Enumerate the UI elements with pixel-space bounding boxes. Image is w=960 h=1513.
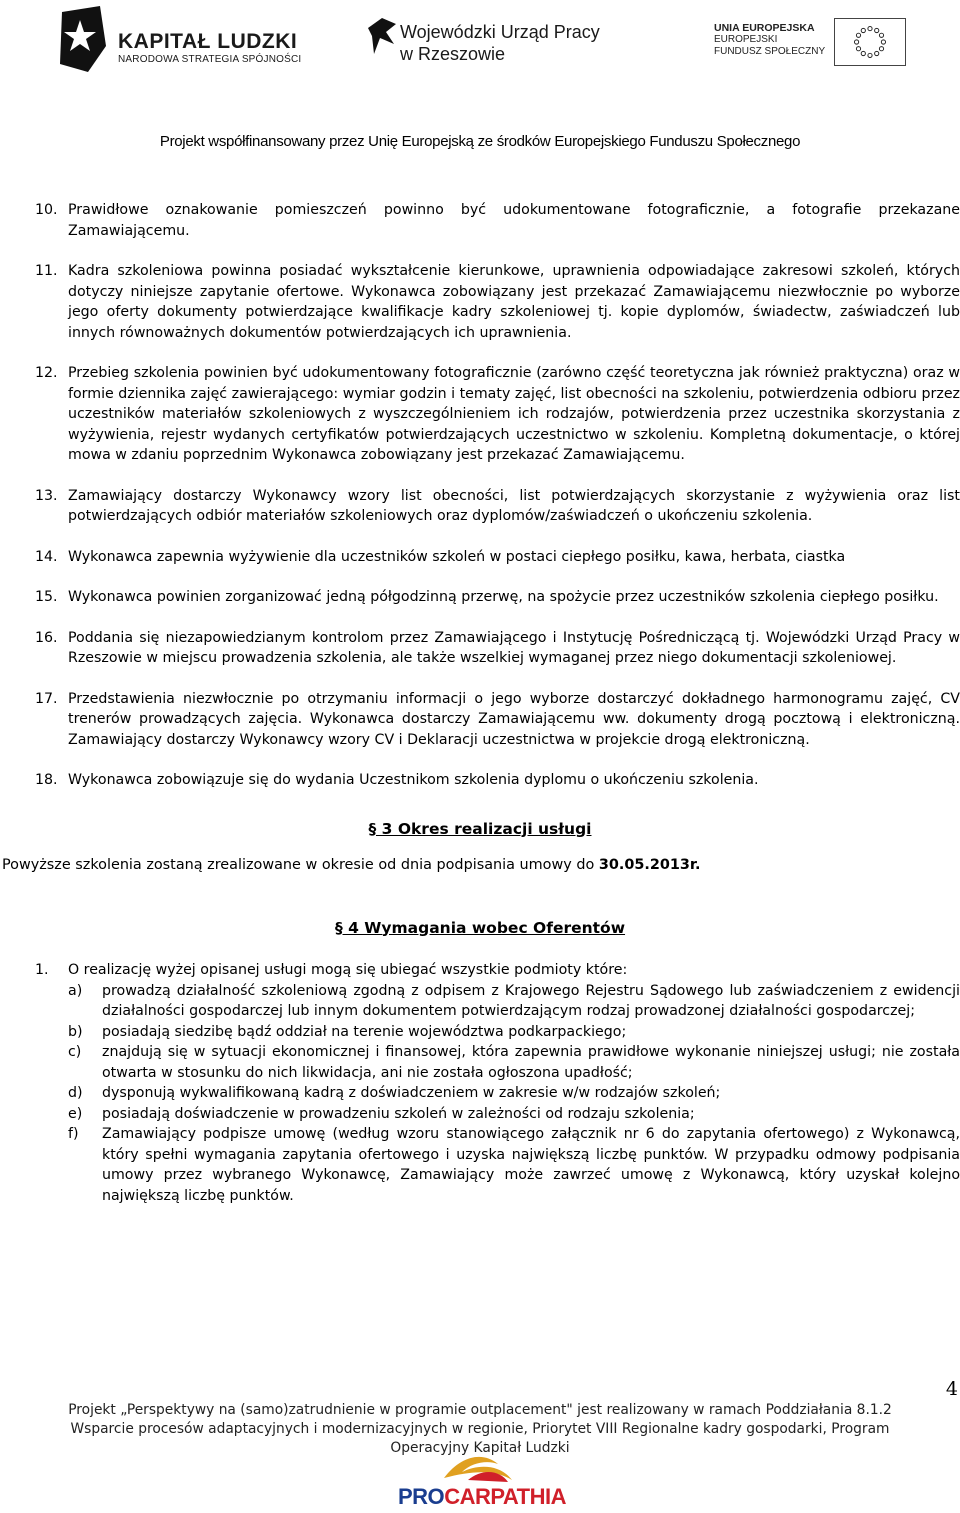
section-3-sentence: Powyższe szkolenia zostaną zrealizowane w okresie od dnia podpisania umowy do [2, 857, 595, 873]
wup-name-line1: Wojewódzki Urząd Pracy [400, 22, 600, 42]
eu-line2: EUROPEJSKI [714, 34, 778, 45]
item-text: Prawidłowe oznakowanie pomieszczeń powinno być udokumentowane fotograficznie, a fotografie przekazane Zamawiającemu. [68, 202, 960, 239]
eu-logo [714, 18, 904, 78]
requirement-text: posiadają doświadczenie w prowadzeniu szkoleń w zależności od rodzaju szkolenia; [102, 1105, 695, 1122]
list-item [0, 770, 960, 791]
requirement-text: znajdują się w sytuacji ekonomicznej i finansowej, która zapewnia prawidłowe wykonanie niniejszej usługi; nie została otwarta w stosunku do nich likwidacja, ani nie została ogłoszona upadłość; [102, 1044, 960, 1081]
item-text: Przebieg szkolenia powinien być udokumentowany fotograficznie (zarówno część teoretyczna jak również praktyczna) oraz w formie dziennika zajęć zawierającego: wymiar godzin i tematy zajęć, list obecności na szkoleniu, potwierdzenia odbioru przez uczestników materiałów szkoleniowych z wyszczególnieniem ich rodzajów, potwierdzenia przez uczestnika skorzystania z wyżywienia, rejestr wydanych certyfikatów potwierdzających uczestnictwo w szkoleniu. Kompletną dokumentacje, o której mowa w zdaniu poprzednim Wykonawca zobowiązany jest przekazać Zamawiającemu. [68, 365, 960, 463]
item-number: 10. [35, 202, 58, 218]
item-text: Zamawiający dostarczy Wykonawcy wzory list obecności, list potwierdzających skorzystanie z wyżywienia oraz list potwierdzających odbiór materiałów szkoleniowych oraz dyplomów/zaświadczeń o ukończeniu szkolenia. [68, 487, 960, 524]
eu-logo-text [714, 22, 825, 58]
requirement-letter: b) [68, 1023, 83, 1040]
kapital-ludzki-subtitle: NARODOWA STRATEGIA SPÓJNOŚCI [118, 54, 302, 65]
document-body [0, 200, 960, 1206]
requirement-letter: e) [68, 1105, 83, 1122]
requirement-text: dysponują wykwalifikowaną kadrą z doświadczeniem w zakresie w/w rodzajów szkoleń; [102, 1085, 721, 1101]
requirement-text: posiadają siedzibę bądź oddział na terenie województwa podkarpackiego; [102, 1023, 627, 1040]
requirement-item [0, 1042, 960, 1083]
kapital-ludzki-title: KAPITAŁ LUDZKI [118, 30, 298, 53]
requirement-letter: a) [68, 982, 83, 999]
list-item [0, 587, 960, 608]
item-number: 11. [35, 263, 58, 279]
cofinance-notice: Projekt współfinansowany przez Unię Europejską ze środków Europejskiego Funduszu Społecznego [159, 133, 801, 150]
item-text: Przedstawienia niezwłocznie po otrzymaniu informacji o jego wyborze dostarczyć dokładnego harmonogramu zajęć, CV trenerów prowadzących zajęcia. Wykonawca dostarczy Zamawiającemu ww. dokumenty drogą pocztową i elektroniczną. Zamawiający dostarczy Wykonawcy wzory CV i Deklaracji uczestnictwa w projekcie drogą elektroniczną. [68, 690, 960, 748]
section-3-text [0, 855, 960, 876]
eu-line3: FUNDUSZ SPOŁECZNY [714, 46, 826, 57]
footer-line1: Projekt „Perspektywy na (samo)zatrudnienie w programie outplacement" jest realizowany w ramach Poddziałania 8.1.2 [68, 1402, 892, 1418]
section-4-heading: § 4 Wymagania wobec Oferentów [334, 918, 626, 937]
eu-line1: UNIA EUROPEJSKA [714, 22, 815, 34]
list-item [0, 363, 960, 466]
requirement-item [0, 1022, 960, 1043]
kapital-ludzki-logo [58, 4, 308, 76]
section-3-heading: § 3 Okres realizacji usługi [368, 819, 592, 838]
requirement-letter: c) [68, 1044, 82, 1060]
requirements-intro [0, 960, 960, 981]
item-number: 17. [35, 690, 58, 707]
procarpathia-bird-icon [438, 1450, 528, 1484]
eu-flag-icon [834, 18, 906, 66]
requirement-letter: d) [68, 1085, 83, 1101]
item-number: 1. [35, 962, 49, 978]
item-text: Wykonawca zapewnia wyżywienie dla uczestników szkoleń w postaci ciepłego posiłku, kawa, herbata, ciastka [68, 548, 846, 565]
item-number: 18. [35, 772, 58, 788]
footer-line2: Wsparcie procesów adaptacyjnych i modernizacyjnych w regionie, Priorytet VIII Regionalne kadry gospodarki, Program [70, 1421, 890, 1437]
item-text: Wykonawca zobowiązuje się do wydania Uczestnikom szkolenia dyplomu o ukończeniu szkolenia. [68, 772, 759, 788]
requirement-item [0, 1104, 960, 1125]
wup-bird-icon [366, 14, 398, 64]
procarpathia-pro: PRO [398, 1484, 445, 1509]
requirements-intro-text: O realizację wyżej opisanej usługi mogą się ubiegać wszystkie podmioty które: [68, 962, 628, 978]
list-item [0, 261, 960, 343]
list-item [0, 486, 960, 527]
list-item [0, 628, 960, 669]
item-number: 12. [35, 365, 58, 381]
item-number: 15. [35, 589, 58, 605]
item-number: 13. [35, 487, 58, 504]
section-3-deadline: 30.05.2013r. [598, 857, 701, 873]
kapital-ludzki-star-icon [58, 6, 108, 74]
procarpathia-logo [398, 1450, 566, 1510]
item-text: Wykonawca powinien zorganizować jedną półgodzinną przerwę, na spożycie przez uczestników szkolenia ciepłego posiłku. [68, 589, 939, 605]
item-number: 14. [35, 548, 58, 565]
requirement-letter: f) [68, 1126, 79, 1142]
page-number: 4 [945, 1378, 958, 1400]
requirement-item [0, 1124, 960, 1206]
requirement-item [0, 1083, 960, 1104]
list-item [0, 200, 960, 241]
list-item [0, 689, 960, 751]
procarpathia-wordmark [398, 1484, 566, 1510]
requirement-text: Zamawiający podpisze umowę (według wzoru stanowiącego załącznik nr 6 do zapytania ofertowego) z Wykonawcą, który spełni wymagania zapytania ofertowego i uzyska największą liczbę punktów. W przypadku odmowy podpisania umowy przez wybranego Wykonawcę, Zamawiający może zawrzeć umowę z Wykonawcą, który uzyskał kolejno największą liczbę punktów. [102, 1126, 960, 1204]
requirement-text: prowadzą działalność szkoleniową zgodną z odpisem z Krajowego Rejestru Sądowego lub zaświadczeniem z ewidencji działalności gospodarczej lub innym dokumentem potwierdzającym rodzaj prowadzonej działalności gospodarczej; [102, 982, 960, 1019]
item-text: Kadra szkoleniowa powinna posiadać wykształcenie kierunkowe, uprawnienia odpowiadające zakresowi szkoleń, których dotyczy niniejsze zapytanie ofertowe. Wykonawca zobowiązany jest przekazać Zamawiającemu niezwłocznie po wyborze jego oferty dokumenty potwierdzające kwalifikacje kadry szkoleniowej tj. kopie dyplomów, świadectw, zaświadczeń lub innych równoważnych dokumentów potwierdzających ich uprawnienia. [68, 263, 960, 341]
procarpathia-carpathia: CARPATHIA [444, 1484, 566, 1509]
page-header [0, 0, 960, 165]
list-item [0, 547, 960, 568]
wup-name-line2: w Rzeszowie [400, 44, 506, 64]
requirement-item [0, 981, 960, 1022]
footer-line3: Operacyjny Kapitał Ludzki [390, 1440, 570, 1456]
wup-logo [366, 14, 646, 74]
item-text: Poddania się niezapowiedzianym kontrolom przez Zamawiającego i Instytucję Pośredniczącą tj. Wojewódzki Urząd Pracy w Rzeszowie w miejscu prowadzenia szkolenia, ale także wszelkiej wymaganej przez niego dokumentacji szkoleniowej. [68, 629, 960, 666]
item-number: 16. [35, 629, 58, 646]
